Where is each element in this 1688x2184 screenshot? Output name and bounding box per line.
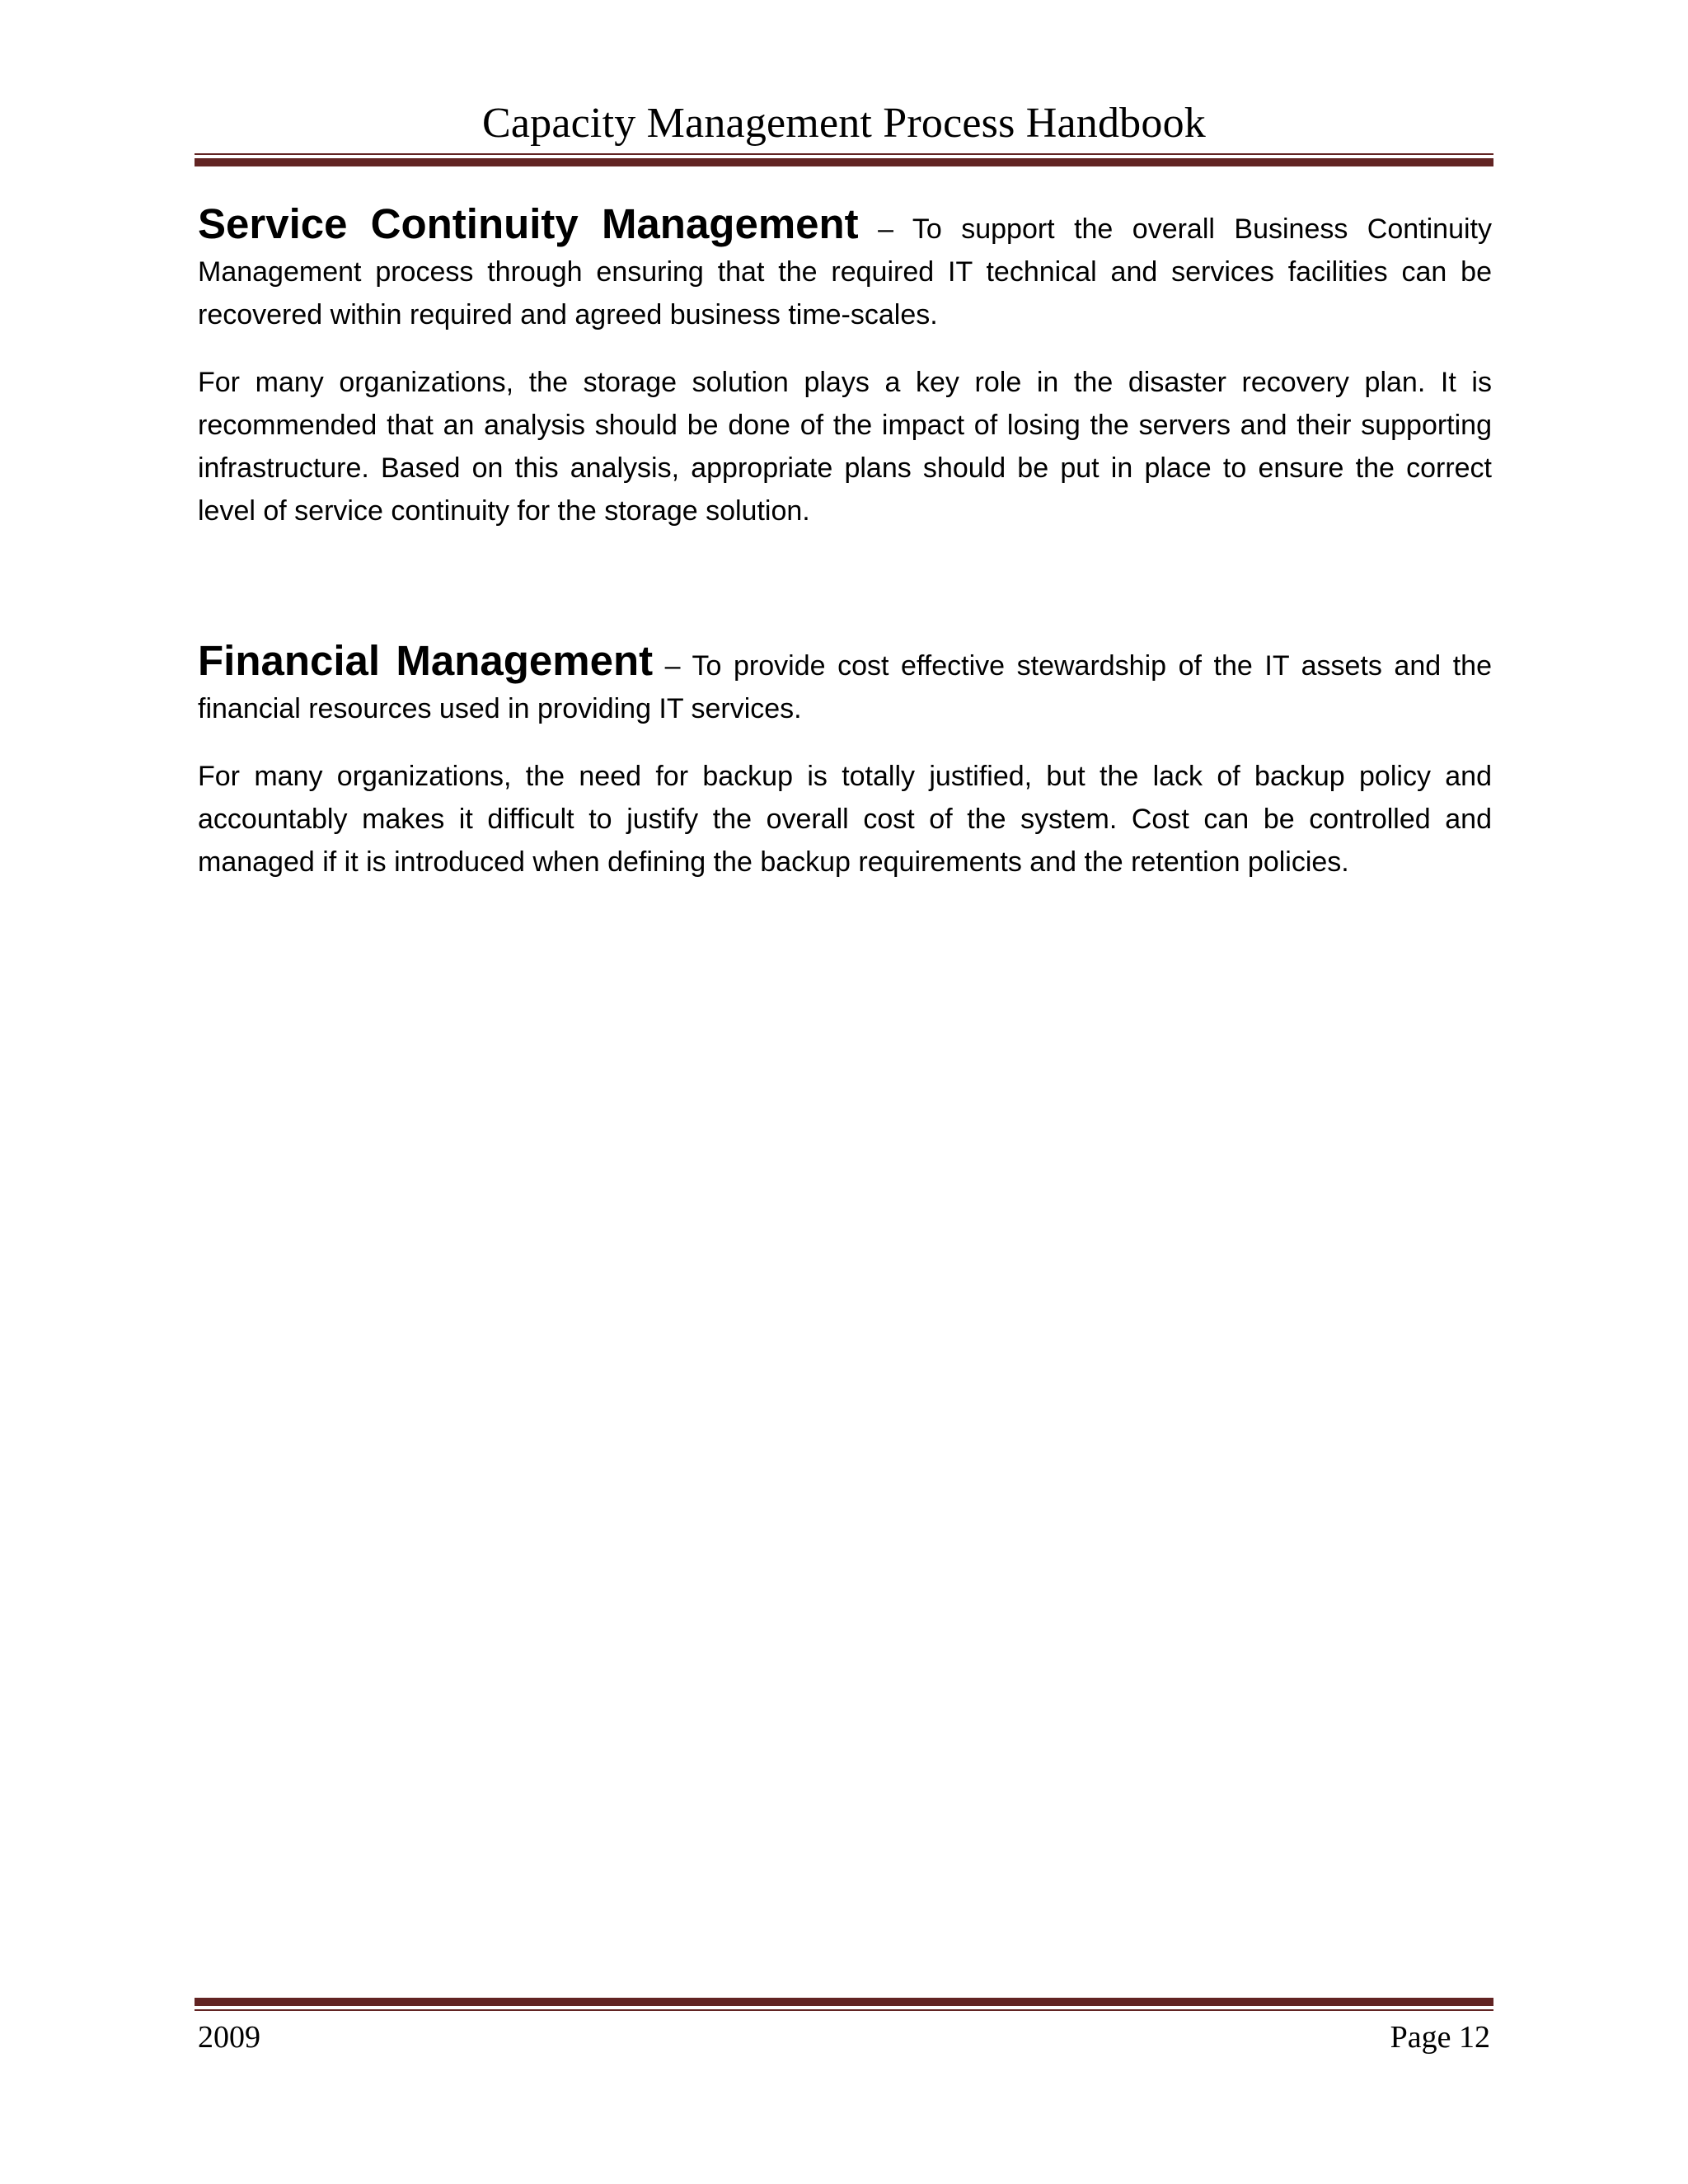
footer-rule-thin — [195, 2009, 1493, 2011]
section-financial-intro — [198, 637, 1492, 730]
section-heading-financial: Financial Management — [198, 637, 654, 684]
header-rule-thin — [195, 153, 1493, 155]
page-content — [198, 200, 1492, 908]
footer-year: 2009 — [198, 2020, 260, 2055]
page-footer — [195, 1998, 1493, 2057]
footer-page-number: Page 12 — [1390, 2020, 1490, 2055]
section-lead-service-continuity: – To support the overall Business Continuity Management process through ensuring that the required IT technical and services facilities can be recovered within required and agreed business time-scales. — [198, 213, 1492, 330]
section-body-financial: For many organizations, the need for backup is totally justified, but the lack of backup policy and accountably makes it difficult to justify the overall cost of the system. Cost can be controlled and managed if it is introduced when defining the backup requirements and the retention policies. — [198, 761, 1492, 878]
footer-row — [195, 2018, 1493, 2057]
footer-rule-thick — [195, 1998, 1493, 2006]
section-service-continuity-intro — [198, 200, 1492, 336]
section-body-service-continuity: For many organizations, the storage solution plays a key role in the disaster recovery plan. It is recommended that an analysis should be done of the impact of losing the servers and their supporting infrastructure. Based on this analysis, appropriate plans should be put in place to ensure the correct level of service continuity for the storage solution. — [198, 367, 1492, 527]
page-header — [195, 97, 1493, 166]
section-spacer — [198, 557, 1492, 640]
section-lead-financial: – To provide cost effective stewardship of the IT assets and the financial resources used in providing IT services. — [198, 650, 1492, 724]
header-rule-thick — [195, 158, 1493, 166]
header-title: Capacity Management Process Handbook — [482, 100, 1206, 147]
section-heading-service-continuity: Service Continuity Management — [198, 200, 859, 247]
